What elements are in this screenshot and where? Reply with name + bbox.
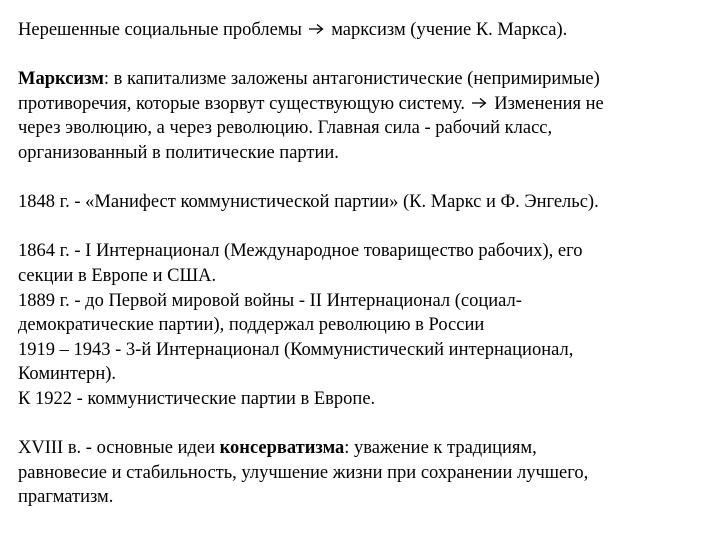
- internationals-line: демократические партии), поддержал революцию в России: [18, 315, 485, 336]
- marxism-line-1: [18, 67, 708, 92]
- right-arrow-icon: [471, 96, 488, 110]
- internationals-line: К 1922 - коммунистические партии в Европе.: [18, 388, 376, 409]
- conservatism-line-1-before: XVIII в. - основные идеи: [18, 438, 220, 459]
- header-text-after: марксизм (учение К. Маркса).: [326, 20, 568, 40]
- conservatism-term: консерватизма: [219, 438, 345, 459]
- conservatism-paragraph: [18, 436, 708, 510]
- internationals-line: секции в Европе и США.: [18, 265, 217, 286]
- marxism-line-2: [18, 92, 708, 117]
- conservatism-line-3: прагматизм.: [18, 487, 114, 508]
- internationals-paragraph: [18, 239, 708, 411]
- marxism-paragraph: [18, 67, 708, 165]
- marxism-line-2-after: Изменения не: [489, 93, 604, 114]
- header-line: [18, 18, 708, 43]
- marxism-term: Марксизм: [18, 69, 104, 90]
- internationals-line: Коминтерн).: [18, 364, 117, 385]
- marxism-line-1-text: : в капитализме заложены антагонистические (непримиримые): [103, 69, 600, 90]
- marxism-line-4: организованный в политические партии.: [18, 142, 339, 163]
- conservatism-line-1: [18, 436, 708, 461]
- internationals-line: 1919 – 1943 - 3-й Интернационал (Коммунистический интернационал,: [18, 339, 574, 360]
- header-paragraph: [18, 18, 708, 43]
- marxism-line-3: через эволюцию, а через революцию. Главная сила - рабочий класс,: [18, 118, 553, 139]
- document-page: [18, 18, 708, 510]
- conservatism-line-1-after: : уважение к традициям,: [344, 438, 537, 459]
- right-arrow-icon: [308, 22, 325, 36]
- manifesto-line: 1848 г. - «Манифест коммунистической партии» (К. Маркс и Ф. Энгельс).: [18, 192, 599, 213]
- header-text-before: Нерешенные социальные проблемы: [18, 20, 307, 40]
- internationals-line: 1889 г. - до Первой мировой войны - II Интернационал (социал-: [18, 290, 522, 311]
- marxism-line-2-text: противоречия, которые взорвут существующую систему.: [18, 93, 470, 114]
- manifesto-paragraph: [18, 190, 708, 215]
- internationals-line: 1864 г. - I Интернационал (Международное товарищество рабочих), его: [18, 241, 583, 262]
- conservatism-line-2: равновесие и стабильность, улучшение жизни при сохранении лучшего,: [18, 462, 589, 483]
